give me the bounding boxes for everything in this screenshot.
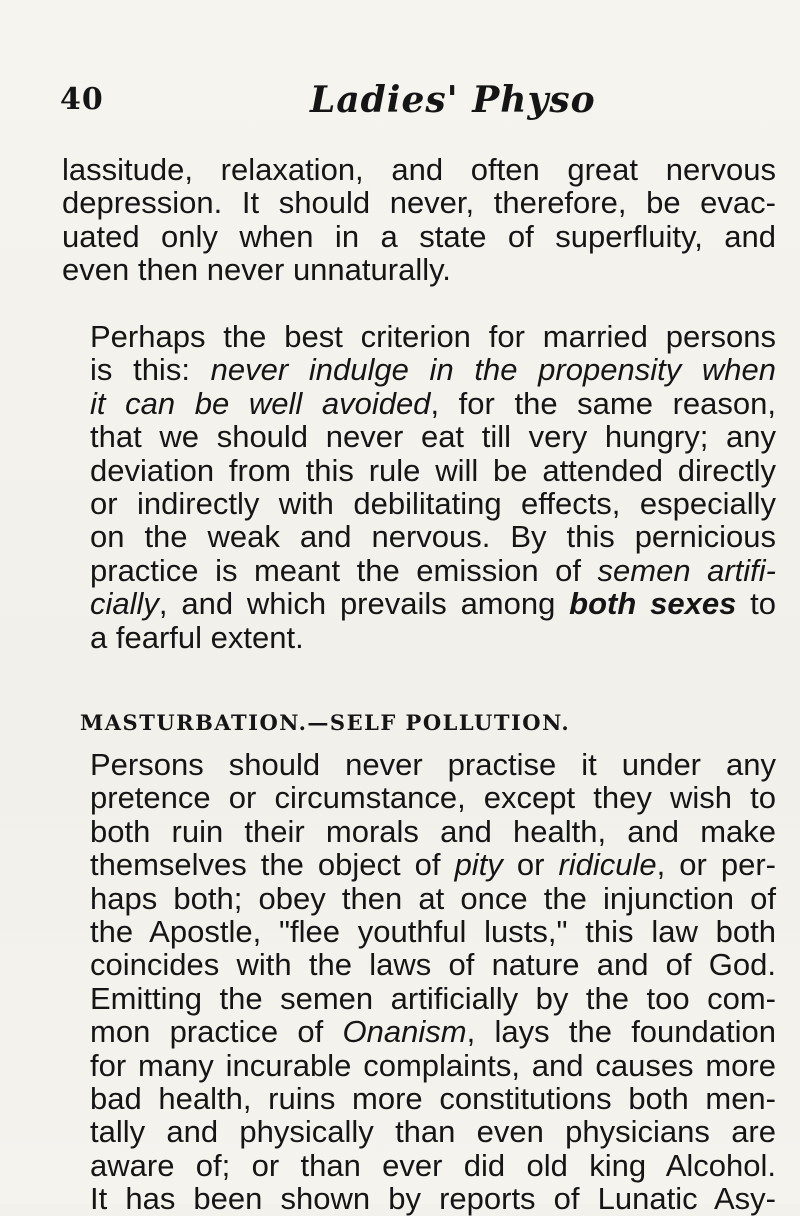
paragraph-line: deviation from this rule will be attended directly xyxy=(90,452,776,488)
italic-run: pity xyxy=(454,847,503,883)
paragraph-line: pretence or circumstance, except they wish to xyxy=(90,780,776,816)
paragraph-line: It has been shown by reports of Lunatic Asy- xyxy=(90,1181,776,1216)
paragraph-line: Emitting the semen artificially by the too com- xyxy=(90,980,776,1016)
paragraph-line: or indirectly with debilitating effects, especially xyxy=(90,486,776,522)
paragraph-line: tally and physically than even physicians are xyxy=(90,1114,776,1150)
running-head: Ladies' Physo xyxy=(310,79,596,121)
paragraph-line: Persons should never practise it under any xyxy=(90,747,776,782)
text-run: , lays the foundation xyxy=(466,1014,776,1050)
paragraph-3 xyxy=(62,748,776,1216)
text-run: , and which prevails among xyxy=(158,586,570,622)
text-run: to xyxy=(736,586,776,622)
italic-run: never indulge in the propensity when xyxy=(210,352,776,388)
italic-run: ridicule xyxy=(558,847,657,883)
paragraph-line: coincides with the laws of nature and of God. xyxy=(90,947,776,983)
paragraph-line: for many incurable complaints, and causes more xyxy=(90,1047,776,1083)
paragraph-line: the Apostle, "flee youthful lusts," this law both xyxy=(90,914,776,950)
text-run: , or per- xyxy=(656,847,777,883)
paragraph-line xyxy=(62,387,776,420)
italic-run: semen artifi- xyxy=(597,552,776,588)
page-header xyxy=(60,80,760,140)
paragraph-line xyxy=(62,587,776,620)
paragraph-line: aware of; or than ever did old king Alcohol. xyxy=(90,1147,776,1183)
paragraph-line: that we should never eat till very hungry; any xyxy=(90,419,776,455)
bold-italic-run: both sexes xyxy=(569,586,737,622)
italic-run: Onanism xyxy=(342,1014,467,1050)
section-heading: MASTURBATION.—SELF POLLUTION. xyxy=(80,710,571,735)
text-run: themselves the object of xyxy=(90,847,455,883)
text-run: or xyxy=(502,847,559,883)
paragraph-line xyxy=(62,1015,776,1048)
paragraph-line xyxy=(62,554,776,587)
italic-run: it can be well avoided xyxy=(90,385,431,421)
text-run: mon practice of xyxy=(90,1014,343,1050)
paragraph-line: on the weak and nervous. By this pernicious xyxy=(90,519,776,555)
text-run: , for the same reason, xyxy=(430,385,776,421)
paragraph-line: both ruin their morals and health, and make xyxy=(90,813,776,849)
text-run: is this: xyxy=(90,352,211,388)
paragraph-line: uated only when in a state of superfluity, and xyxy=(62,218,776,254)
italic-run: cially xyxy=(90,586,159,622)
paragraph-line xyxy=(62,848,776,881)
page-number: 40 xyxy=(60,82,104,117)
paragraph-line: lassitude, relaxation, and often great nervous xyxy=(62,152,776,187)
paragraph-line: a fearful extent. xyxy=(90,619,304,655)
paragraph-2 xyxy=(62,320,776,654)
paragraph-line: haps both; obey then at once the injunction of xyxy=(90,880,776,916)
paragraph-line: even then never unnaturally. xyxy=(62,252,451,288)
paragraph-line: Perhaps the best criterion for married persons xyxy=(90,319,776,354)
paragraph-line: depression. It should never, therefore, be evac- xyxy=(62,185,776,221)
paragraph-line xyxy=(62,353,776,386)
paragraph-1 xyxy=(62,153,776,287)
text-run: practice is meant the emission of xyxy=(90,552,598,588)
paragraph-line: bad health, ruins more constitutions both men- xyxy=(90,1081,776,1117)
